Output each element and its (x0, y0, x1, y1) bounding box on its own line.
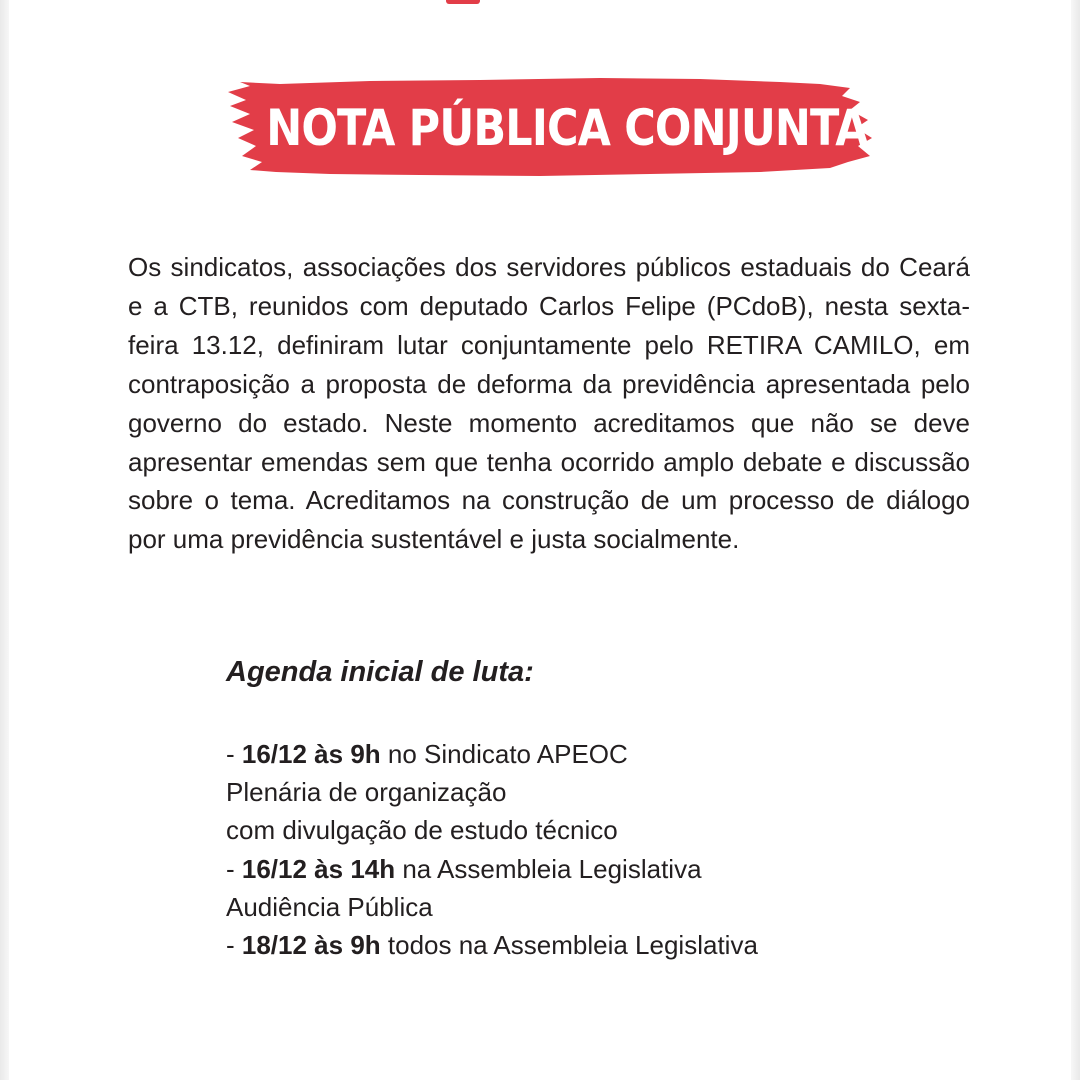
agenda-dash: - (226, 739, 242, 769)
agenda-location: no Sindicato APEOC (380, 739, 628, 769)
agenda-section (226, 650, 986, 964)
agenda-date-time: 18/12 às 9h (241, 930, 381, 961)
agenda-heading: Agenda inicial de luta: (226, 656, 534, 688)
agenda-dash: - (226, 853, 242, 884)
title-banner (220, 76, 880, 180)
agenda-item (226, 926, 986, 964)
agenda-item-header (226, 735, 986, 773)
page-title: NOTA PÚBLICA CONJUNTA (266, 99, 868, 157)
agenda-date-time: 16/12 às 9h (241, 739, 381, 769)
agenda-item-header (226, 926, 986, 964)
agenda-detail: Audiência Pública (226, 891, 433, 922)
page-edge-left (0, 0, 9, 1080)
agenda-detail: Plenária de organização (226, 777, 507, 808)
agenda-date-time: 16/12 às 14h (241, 853, 396, 884)
body-paragraph: Os sindicatos, associações dos servidores públicos estaduais do Ceará e a CTB, reunidos com deputado Carlos Felipe (PCdoB), nesta sexta-feira 13.12, definiram lutar conjuntamente pelo RETIRA CAMILO, em contraposição a proposta de deforma da previdência apresentada pelo governo do estado. Neste momento acreditamos que não se deve apresentar emendas sem que tenha ocorrido amplo debate e discussão sobre o tema. Acreditamos na construção de um processo de diálogo por uma previdência sustentável e justa socialmente. (128, 252, 970, 555)
agenda-item (226, 850, 986, 926)
agenda-location: na Assembleia Legislativa (395, 853, 702, 884)
agenda-location: todos na Assembleia Legislativa (380, 930, 758, 961)
top-edge-mark (446, 0, 480, 4)
agenda-item (226, 735, 986, 850)
agenda-detail: com divulgação de estudo técnico (226, 815, 618, 846)
agenda-dash: - (226, 930, 242, 961)
agenda-list (226, 735, 986, 964)
agenda-item-header (226, 850, 986, 888)
page-edge-right (1071, 0, 1080, 1080)
